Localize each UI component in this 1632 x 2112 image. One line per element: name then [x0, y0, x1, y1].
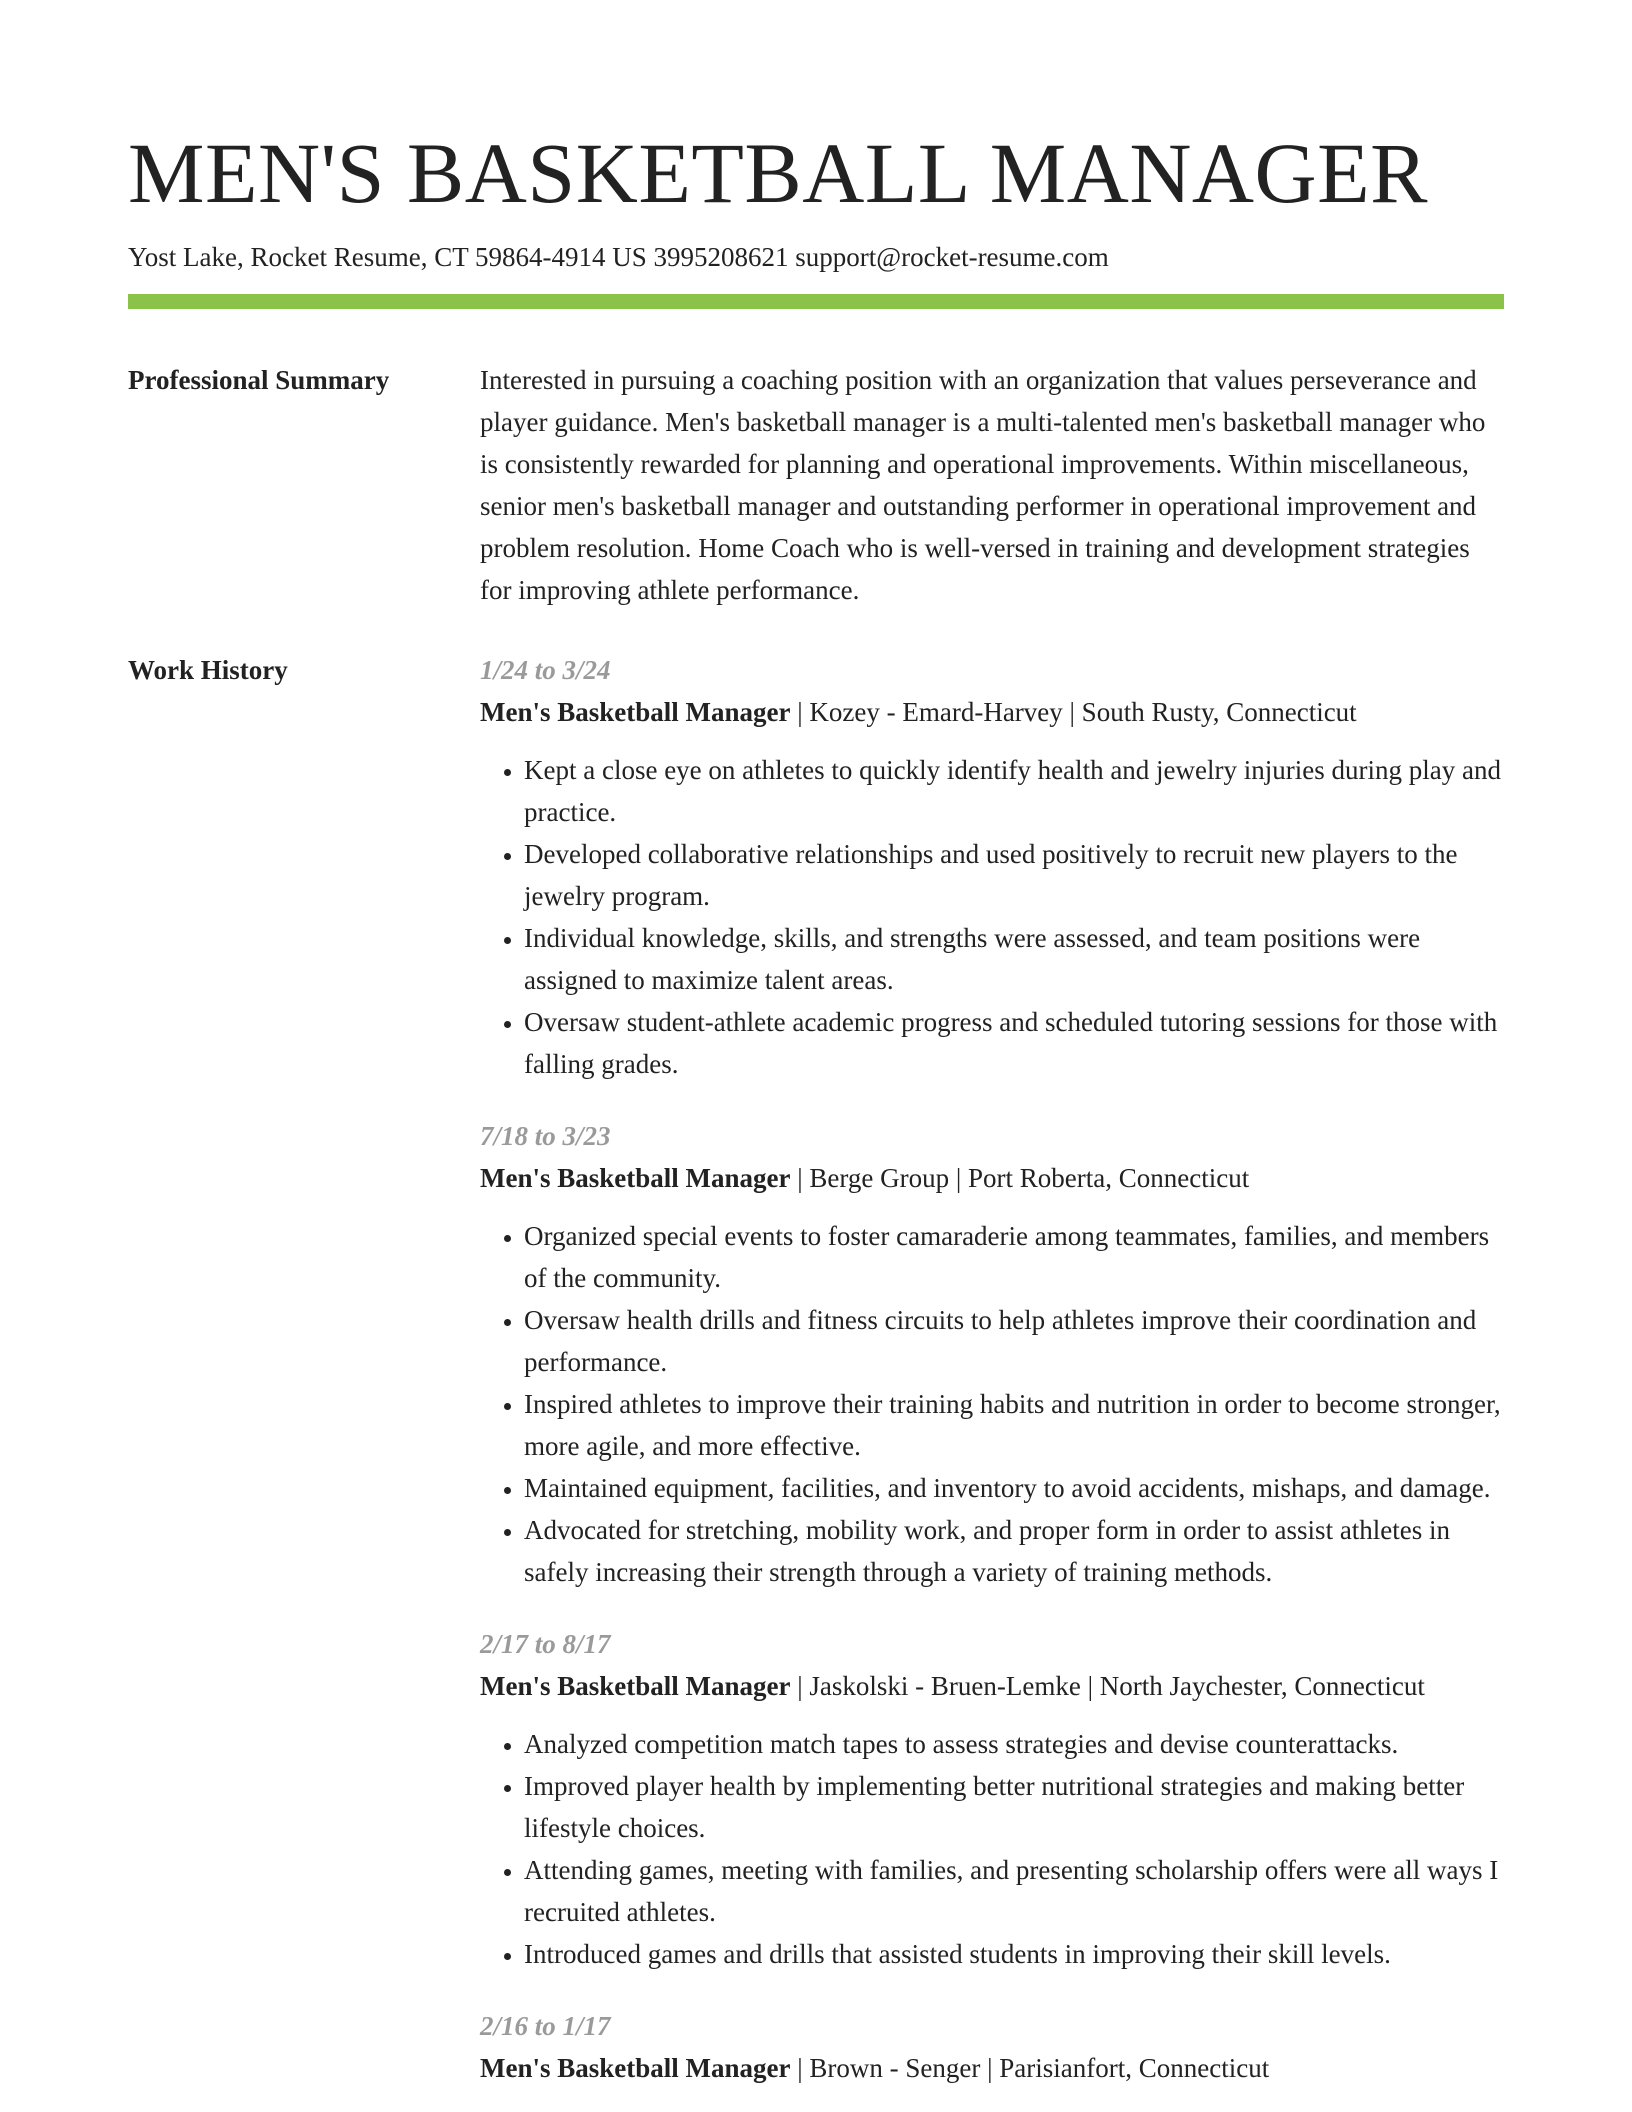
resume-page — [128, 118, 1504, 2089]
resume-name: MEN'S BASKETBALL MANAGER — [128, 125, 1429, 221]
contact-phone: 3995208621 — [653, 242, 789, 272]
accent-divider — [128, 294, 1504, 309]
job-title-line — [480, 1157, 1504, 1199]
job-role: Men's Basketball Manager — [480, 697, 791, 727]
job-bullets — [480, 1723, 1504, 1975]
job-bullet: • Improved player health by implementing better nutritional strategies and making better lifestyle choices. — [524, 1765, 1504, 1849]
summary-section — [128, 359, 1504, 611]
summary-heading: Professional Summary — [128, 365, 390, 395]
job-details: | Brown - Senger | Parisianfort, Connecticut — [790, 2053, 1270, 2083]
job-title-line — [480, 2047, 1504, 2089]
contact-address: Yost Lake, Rocket Resume, CT 59864-4914 US — [128, 242, 647, 272]
job-bullet: • Maintained equipment, facilities, and inventory to avoid accidents, mishaps, and damage. — [524, 1467, 1504, 1509]
job-bullet: • Developed collaborative relationships and used positively to recruit new players to the jewelry program. — [524, 833, 1504, 917]
job-dates: 2/17 to 8/17 — [480, 1629, 611, 1659]
job-bullet: • Attending games, meeting with families, and presenting scholarship offers were all ways I recruited athletes. — [524, 1849, 1504, 1933]
job-dates: 1/24 to 3/24 — [480, 655, 611, 685]
job-dates: 7/18 to 3/23 — [480, 1121, 611, 1151]
job-dates: 2/16 to 1/17 — [480, 2011, 611, 2041]
job-bullet: • Organized special events to foster camaraderie among teammates, families, and members of the community. — [524, 1215, 1504, 1299]
work-history-list — [480, 649, 1504, 2089]
job-entry — [480, 1115, 1504, 1593]
contact-email: support@rocket-resume.com — [795, 242, 1109, 272]
job-bullets — [480, 749, 1504, 1085]
job-entry — [480, 1623, 1504, 1975]
job-bullet: • Individual knowledge, skills, and strengths were assessed, and team positions were assigned to maximize talent areas. — [524, 917, 1504, 1001]
job-role: Men's Basketball Manager — [480, 2053, 791, 2083]
job-details: | Jaskolski - Bruen-Lemke | North Jaychester, Connecticut — [790, 1671, 1425, 1701]
job-entry — [480, 649, 1504, 1085]
job-bullets — [480, 1215, 1504, 1593]
job-bullet: • Kept a close eye on athletes to quickly identify health and jewelry injuries during play and practice. — [524, 749, 1504, 833]
job-bullet: • Oversaw health drills and fitness circuits to help athletes improve their coordination and performance. — [524, 1299, 1504, 1383]
job-bullet: • Introduced games and drills that assisted students in improving their skill levels. — [524, 1933, 1504, 1975]
job-title-line — [480, 1665, 1504, 1707]
work-history-section — [128, 649, 1504, 2089]
summary-text: Interested in pursuing a coaching position with an organization that values perseverance and player guidance. Men's basketball manager is a multi-talented men's basketball manager who is consistently rewarded for planning and operational improvements. Within miscellaneous, senior men's basketball manager and outstanding performer in operational improvement and problem resolution. Home Coach who is well-versed in training and development strategies for improving athlete performance. — [480, 365, 1486, 605]
job-role: Men's Basketball Manager — [480, 1671, 791, 1701]
job-title-line — [480, 691, 1504, 733]
job-bullet: • Inspired athletes to improve their training habits and nutrition in order to become stronger, more agile, and more effective. — [524, 1383, 1504, 1467]
contact-line — [128, 238, 1504, 276]
work-history-heading: Work History — [128, 655, 288, 685]
job-details: | Kozey - Emard-Harvey | South Rusty, Connecticut — [790, 697, 1357, 727]
job-bullet: • Analyzed competition match tapes to assess strategies and devise counterattacks. — [524, 1723, 1504, 1765]
job-bullet: • Oversaw student-athlete academic progress and scheduled tutoring sessions for those with falling grades. — [524, 1001, 1504, 1085]
job-details: | Berge Group | Port Roberta, Connecticut — [790, 1163, 1250, 1193]
job-role: Men's Basketball Manager — [480, 1163, 791, 1193]
job-bullet: • Advocated for stretching, mobility work, and proper form in order to assist athletes in safely increasing their strength through a variety of training methods. — [524, 1509, 1504, 1593]
job-entry — [480, 2005, 1504, 2089]
